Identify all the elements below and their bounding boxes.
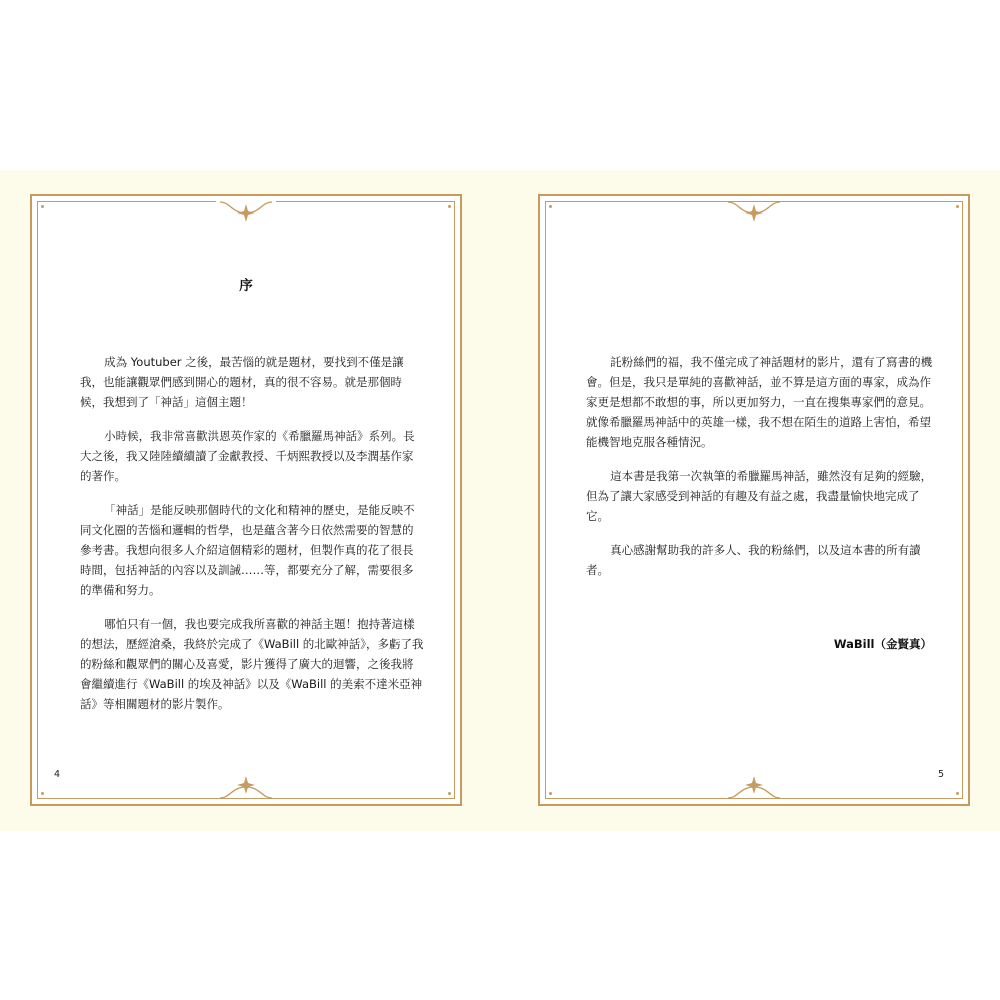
corner-dot <box>41 792 44 795</box>
top-ornament-star-icon <box>724 201 784 229</box>
corner-dot <box>448 792 451 795</box>
page-number: 5 <box>937 769 944 780</box>
corner-dot <box>448 205 451 208</box>
page-inner-frame <box>545 201 963 799</box>
preface-title: 序 <box>239 278 253 294</box>
paragraph: 「神話」是能反映那個時代的文化和精神的歷史，是能反映不同文化圈的苦惱和邏輯的哲學，也是蘊含著今日依然需要的智慧的參考書。我想向很多人介紹這個精彩的題材，但製作真的花了很長時間，包括神話的內容以及訓誡……等，都要充分了解，需要很多的準備和努力。 <box>80 503 415 597</box>
bottom-ornament-star-icon <box>216 771 276 799</box>
corner-dot <box>549 205 552 208</box>
author-signature: WaBill（金賢真） <box>833 637 932 651</box>
paragraph: 哪怕只有一個，我也要完成我所喜歡的神話主題！抱持著這樣的想法，歷經滄桑，我終於完成了《WaBill 的北歐神話》，多虧了我的粉絲和觀眾們的關心及喜愛，影片獲得了廣大的迴響，之後我將會繼續進行《WaBill 的埃及神話》以及《WaBill 的美索不達米亞神話》等相關題材的影片製作。 <box>80 617 424 711</box>
corner-dot <box>549 792 552 795</box>
corner-dot <box>41 205 44 208</box>
paragraph: 託粉絲們的福，我不僅完成了神話題材的影片，還有了寫書的機會。但是，我只是單純的喜歡神話，並不算是這方面的專家，成為作家更是想都不敢想的事，所以更加努力，一直在搜集專家們的意見。就像希臘羅馬神話中的英雄一樣，我不想在陌生的道路上害怕，希望能機智地克服各種情況。 <box>586 355 933 449</box>
top-ornament-star-icon <box>216 201 276 229</box>
paragraph: 真心感謝幫助我的許多人、我的粉絲們，以及這本書的所有讀者。 <box>586 543 921 577</box>
left-page-body <box>80 352 424 728</box>
right-page-body <box>586 352 936 594</box>
page-number: 4 <box>54 769 61 780</box>
corner-dot <box>956 205 959 208</box>
corner-dot <box>956 792 959 795</box>
paragraph: 這本書是我第一次執筆的希臘羅馬神話，雖然沒有足夠的經驗，但為了讓大家感受到神話的有趣及有益之處，我盡量愉快地完成了它。 <box>586 469 933 523</box>
bottom-ornament-star-icon <box>724 771 784 799</box>
paragraph: 成為 Youtuber 之後，最苦惱的就是題材，要找到不僅是讓我，也能讓觀眾們感到開心的題材，真的很不容易。就是那個時候，我想到了「神話」這個主題！ <box>80 355 404 409</box>
left-page <box>30 194 462 806</box>
book-spread <box>0 170 1000 831</box>
right-page <box>538 194 970 806</box>
page-inner-frame <box>37 201 455 799</box>
paragraph: 小時候，我非常喜歡洪恩英作家的《希臘羅馬神話》系列。長大之後，我又陸陸續續讀了金獻教授、千炳熙教授以及李潤基作家的著作。 <box>80 429 415 483</box>
